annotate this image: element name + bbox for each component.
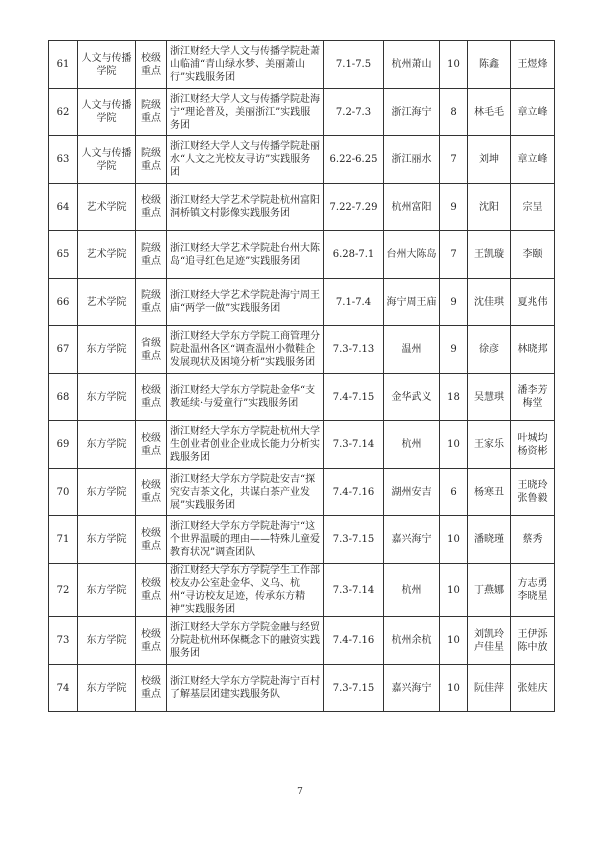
member-count-cell: 9 [440, 326, 468, 374]
level-cell: 校级重点 [136, 617, 167, 665]
place-cell: 杭州富阳 [384, 184, 440, 231]
college-cell: 东方学院 [78, 326, 136, 374]
advisor-cell: 蔡秀 [511, 516, 555, 564]
place-cell: 金华武义 [384, 374, 440, 421]
place-cell: 杭州余杭 [384, 617, 440, 665]
advisor-cell: 夏兆伟 [511, 279, 555, 326]
row-number-cell: 71 [49, 516, 78, 564]
advisor-cell: 王煜烽 [511, 41, 555, 89]
row-number-cell: 67 [49, 326, 78, 374]
level-cell: 院级重点 [136, 279, 167, 326]
level-cell: 校级重点 [136, 469, 167, 516]
leader-cell: 刘凯玲 卢佳星 [468, 617, 511, 665]
level-cell: 校级重点 [136, 184, 167, 231]
member-count-cell: 9 [440, 279, 468, 326]
advisor-cell: 张娃庆 [511, 665, 555, 712]
team-name-cell: 浙江财经大学人文与传播学院赴丽水“人文之光校友寻访”实践服务团 [167, 136, 324, 184]
place-cell: 台州大陈岛 [384, 231, 440, 279]
member-count-cell: 18 [440, 374, 468, 421]
row-number-cell: 72 [49, 564, 78, 617]
member-count-cell: 6 [440, 469, 468, 516]
level-cell: 省级重点 [136, 326, 167, 374]
college-cell: 人文与传播学院 [78, 41, 136, 89]
leader-cell: 阮佳萍 [468, 665, 511, 712]
advisor-cell: 章立峰 [511, 89, 555, 136]
advisor-cell: 王晓玲 张鲁毅 [511, 469, 555, 516]
table-row [49, 231, 555, 279]
college-cell: 艺术学院 [78, 231, 136, 279]
level-cell: 校级重点 [136, 665, 167, 712]
place-cell: 浙江海宁 [384, 89, 440, 136]
table-row [49, 89, 555, 136]
college-cell: 人文与传播学院 [78, 136, 136, 184]
member-count-cell: 10 [440, 41, 468, 89]
leader-cell: 徐彦 [468, 326, 511, 374]
date-cell: 7.2-7.3 [324, 89, 384, 136]
college-cell: 艺术学院 [78, 184, 136, 231]
date-cell: 7.4-7.15 [324, 374, 384, 421]
table-row [49, 374, 555, 421]
leader-cell: 杨寒丑 [468, 469, 511, 516]
row-number-cell: 61 [49, 41, 78, 89]
page-number: 7 [297, 787, 303, 797]
row-number-cell: 70 [49, 469, 78, 516]
table-row [49, 326, 555, 374]
college-cell: 东方学院 [78, 516, 136, 564]
college-cell: 人文与传播学院 [78, 89, 136, 136]
row-number-cell: 63 [49, 136, 78, 184]
member-count-cell: 7 [440, 231, 468, 279]
table-row [49, 617, 555, 665]
team-name-cell: 浙江财经大学东方学院赴海宁百村了解基层团建实践服务队 [167, 665, 324, 712]
place-cell: 温州 [384, 326, 440, 374]
level-cell: 校级重点 [136, 374, 167, 421]
service-team-table [48, 40, 555, 712]
team-name-cell: 浙江财经大学东方学院赴杭州大学生创业者创业企业成长能力分析实践服务团 [167, 421, 324, 469]
member-count-cell: 10 [440, 564, 468, 617]
team-name-cell: 浙江财经大学东方学院赴安吉“探究安吉茶文化，共谋白茶产业发展”实践服务团 [167, 469, 324, 516]
row-number-cell: 66 [49, 279, 78, 326]
level-cell: 院级重点 [136, 89, 167, 136]
table-row [49, 136, 555, 184]
member-count-cell: 9 [440, 184, 468, 231]
level-cell: 校级重点 [136, 421, 167, 469]
date-cell: 7.4-7.16 [324, 469, 384, 516]
member-count-cell: 10 [440, 516, 468, 564]
place-cell: 海宁周王庙 [384, 279, 440, 326]
team-name-cell: 浙江财经大学艺术学院赴杭州富阳洞桥镇文村影像实践服务团 [167, 184, 324, 231]
advisor-cell: 潘李芳 梅堂 [511, 374, 555, 421]
table-row [49, 279, 555, 326]
advisor-cell: 章立峰 [511, 136, 555, 184]
advisor-cell: 王伊泺 陈中放 [511, 617, 555, 665]
level-cell: 院级重点 [136, 136, 167, 184]
table-row [49, 516, 555, 564]
date-cell: 6.28-7.1 [324, 231, 384, 279]
leader-cell: 沈佳琪 [468, 279, 511, 326]
date-cell: 7.3-7.14 [324, 564, 384, 617]
place-cell: 杭州萧山 [384, 41, 440, 89]
level-cell: 校级重点 [136, 516, 167, 564]
team-name-cell: 浙江财经大学东方学院学生工作部校友办公室赴金华、义乌、杭州“寻访校友足迹，传承东方精神”实践服务团 [167, 564, 324, 617]
place-cell: 嘉兴海宁 [384, 665, 440, 712]
table-row [49, 41, 555, 89]
team-name-cell: 浙江财经大学艺术学院赴海宁周王庙“两学一做”实践服务团 [167, 279, 324, 326]
row-number-cell: 74 [49, 665, 78, 712]
leader-cell: 刘坤 [468, 136, 511, 184]
team-name-cell: 浙江财经大学人文与传播学院赴海宁“理论普及，美丽浙江”实践服务团 [167, 89, 324, 136]
leader-cell: 王家乐 [468, 421, 511, 469]
row-number-cell: 69 [49, 421, 78, 469]
team-name-cell: 浙江财经大学艺术学院赴台州大陈岛“追寻红色足迹”实践服务团 [167, 231, 324, 279]
place-cell: 杭州 [384, 421, 440, 469]
place-cell: 嘉兴海宁 [384, 516, 440, 564]
advisor-cell: 宗呈 [511, 184, 555, 231]
date-cell: 7.22-7.29 [324, 184, 384, 231]
row-number-cell: 64 [49, 184, 78, 231]
college-cell: 东方学院 [78, 374, 136, 421]
row-number-cell: 68 [49, 374, 78, 421]
leader-cell: 吴慧琪 [468, 374, 511, 421]
level-cell: 院级重点 [136, 231, 167, 279]
team-name-cell: 浙江财经大学东方学院赴海宁“这个世界温暖的理由——特殊儿童爱教育状况”调查团队 [167, 516, 324, 564]
advisor-cell: 李颐 [511, 231, 555, 279]
leader-cell: 沈阳 [468, 184, 511, 231]
date-cell: 7.3-7.14 [324, 421, 384, 469]
leader-cell: 王凯璇 [468, 231, 511, 279]
table-row [49, 184, 555, 231]
date-cell: 7.1-7.5 [324, 41, 384, 89]
row-number-cell: 65 [49, 231, 78, 279]
team-name-cell: 浙江财经大学东方学院工商管理分院赴温州各区“调查温州小微鞋企发展现状及困境分析”实践服务团 [167, 326, 324, 374]
college-cell: 东方学院 [78, 421, 136, 469]
advisor-cell: 叶城均 杨资彬 [511, 421, 555, 469]
member-count-cell: 7 [440, 136, 468, 184]
college-cell: 东方学院 [78, 564, 136, 617]
level-cell: 校级重点 [136, 564, 167, 617]
date-cell: 6.22-6.25 [324, 136, 384, 184]
level-cell: 校级重点 [136, 41, 167, 89]
member-count-cell: 10 [440, 665, 468, 712]
team-name-cell: 浙江财经大学人文与传播学院赴萧山临浦“青山绿水梦、美丽萧山行”实践服务团 [167, 41, 324, 89]
team-name-cell: 浙江财经大学东方学院金融与经贸分院赴杭州环保概念下的融资实践服务团 [167, 617, 324, 665]
college-cell: 东方学院 [78, 665, 136, 712]
table-row [49, 421, 555, 469]
advisor-cell: 林晓邦 [511, 326, 555, 374]
leader-cell: 陈鑫 [468, 41, 511, 89]
row-number-cell: 62 [49, 89, 78, 136]
team-name-cell: 浙江财经大学东方学院赴金华“支教延续·与爱童行”实践服务团 [167, 374, 324, 421]
place-cell: 浙江丽水 [384, 136, 440, 184]
leader-cell: 潘晓瑾 [468, 516, 511, 564]
member-count-cell: 10 [440, 617, 468, 665]
date-cell: 7.3-7.15 [324, 665, 384, 712]
date-cell: 7.1-7.4 [324, 279, 384, 326]
leader-cell: 丁燕娜 [468, 564, 511, 617]
leader-cell: 林毛毛 [468, 89, 511, 136]
place-cell: 杭州 [384, 564, 440, 617]
advisor-cell: 方志勇 李晓星 [511, 564, 555, 617]
table-row [49, 665, 555, 712]
table-row [49, 564, 555, 617]
college-cell: 艺术学院 [78, 279, 136, 326]
college-cell: 东方学院 [78, 469, 136, 516]
date-cell: 7.3-7.13 [324, 326, 384, 374]
member-count-cell: 8 [440, 89, 468, 136]
date-cell: 7.4-7.16 [324, 617, 384, 665]
row-number-cell: 73 [49, 617, 78, 665]
date-cell: 7.3-7.15 [324, 516, 384, 564]
member-count-cell: 10 [440, 421, 468, 469]
college-cell: 东方学院 [78, 617, 136, 665]
place-cell: 湖州安吉 [384, 469, 440, 516]
table-row [49, 469, 555, 516]
